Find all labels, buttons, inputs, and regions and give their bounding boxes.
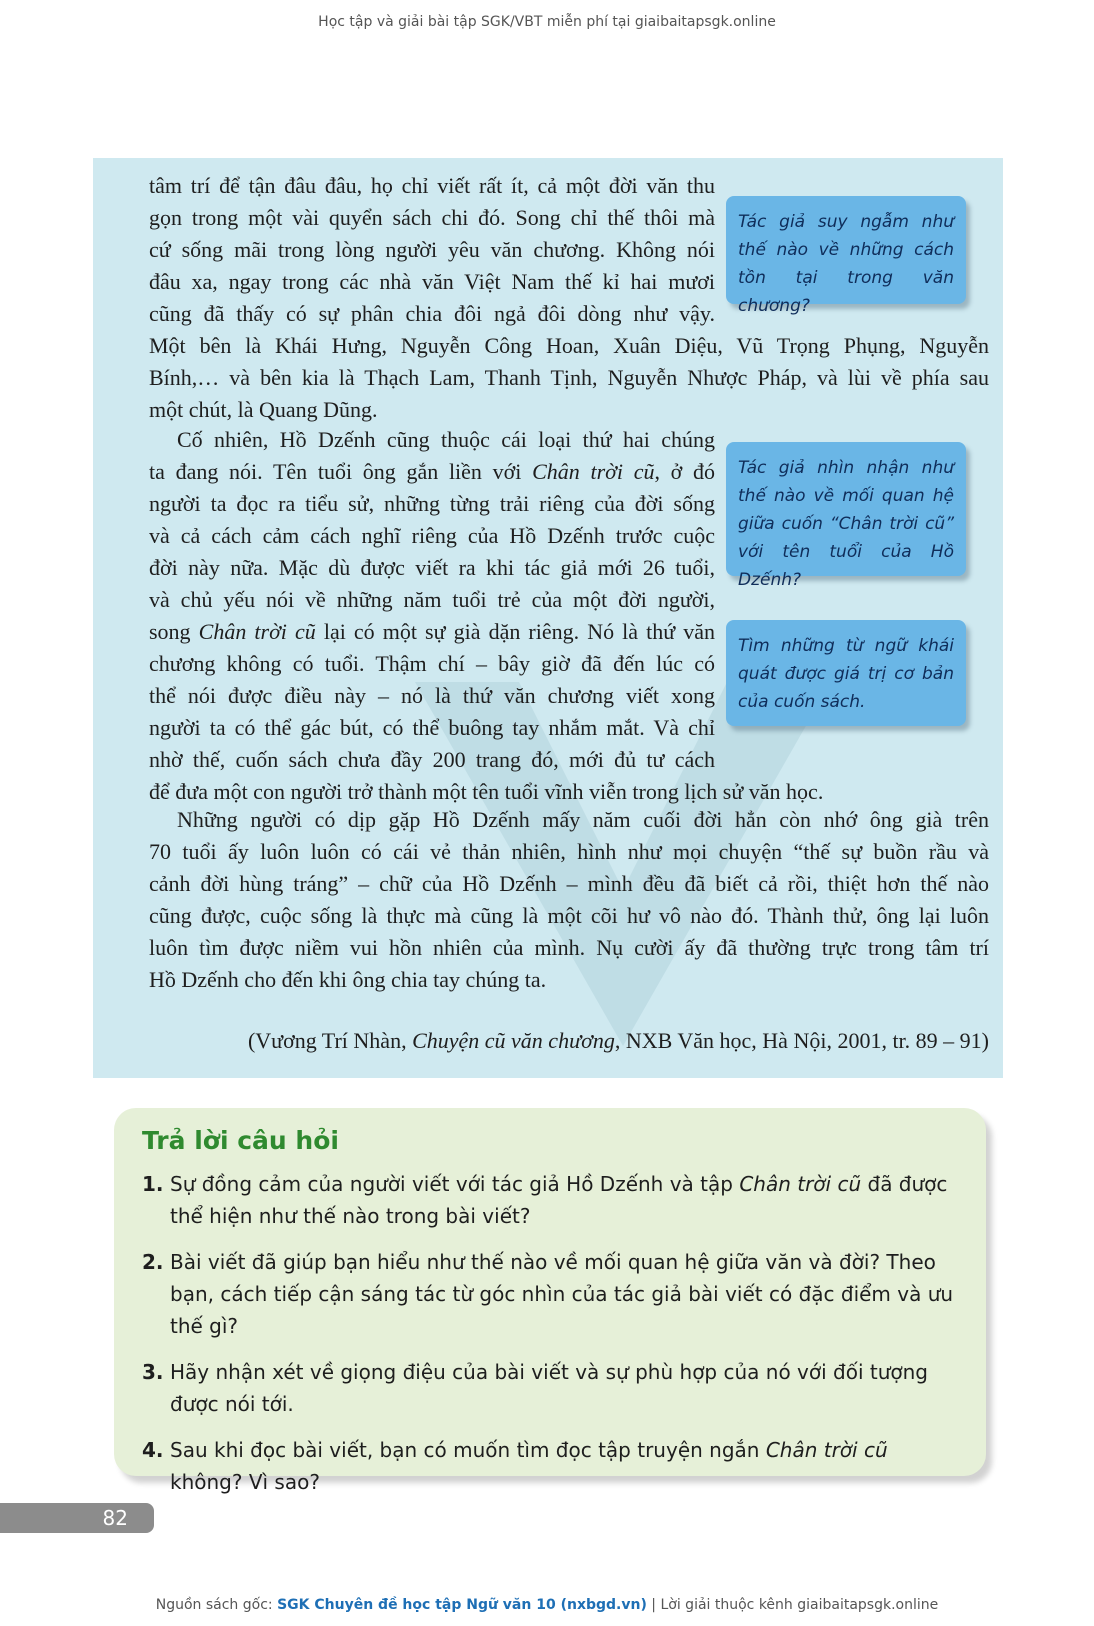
text-line: thể nói được điều này – nó là thứ văn chương viết xong (149, 683, 715, 708)
source-link[interactable]: SGK Chuyên đề học tập Ngữ văn 10 (nxbgd.vn) (277, 1597, 647, 1613)
book-title: Chân trời cũ (765, 1438, 888, 1462)
text-line: người ta đọc ra tiểu sử, những từng trải riêng của đời sống (149, 491, 715, 516)
section-title: Trả lời câu hỏi (142, 1126, 339, 1155)
question-item: 1. Sự đồng cảm của người viết với tác giả Hồ Dzếnh và tập Chân trời cũ đã được thể hiện như thế nào trong bài viết? (142, 1168, 962, 1232)
text-line: ta đang nói. Tên tuổi ông gắn liền với Chân trời cũ, ở đó (149, 459, 716, 484)
question-item: 2. Bài viết đã giúp bạn hiểu như thế nào về mối quan hệ giữa văn và đời? Theo bạn, cách tiếp cận sáng tác từ góc nhìn của tác giả bài viết có đặc điểm và ưu thế gì? (142, 1246, 962, 1342)
text-line: nhờ thế, cuốn sách chưa đầy 200 trang đó, mới đủ tư cách (149, 747, 715, 772)
text-line: Một bên là Khái Hưng, Nguyễn Công Hoan, Xuân Diệu, Vũ Trọng Phụng, Nguyễn (149, 333, 989, 358)
text-line: Những người có dịp gặp Hồ Dzếnh mấy năm cuối đời hẳn còn nhớ ông già trên (177, 807, 989, 832)
book-title: Chân trời cũ (739, 1172, 862, 1196)
text-line: gọn trong một vài quyển sách chi đó. Song chỉ thế thôi mà (149, 205, 715, 230)
page-footer: Nguồn sách gốc: SGK Chuyên đề học tập Ngữ văn 10 (nxbgd.vn) | Lời giải thuộc kênh giaibaitapsgk.online (155, 1597, 939, 1613)
text-line: cũng được, cuộc sống là thực mà cũng là một cõi hư vô nào đó. Thành thử, ông lại luôn (149, 903, 989, 928)
question-number: 3. (142, 1360, 164, 1384)
book-title: Chân trời cũ (198, 619, 316, 644)
answer-questions-box (114, 1108, 986, 1494)
citation: (Vương Trí Nhàn, Chuyện cũ văn chương, NXB Văn học, Hà Nội, 2001, tr. 89 – 91) (247, 1028, 989, 1053)
question-number: 1. (142, 1172, 164, 1196)
text-line: chương không có tuổi. Thậm chí – bây giờ đã đến lúc có (149, 651, 715, 676)
citation-title: Chuyện cũ văn chương (412, 1028, 615, 1053)
text-line: và chủ yếu nói về những năm tuổi trẻ của một đời người, (149, 587, 715, 612)
question-item: 3. Hãy nhận xét về giọng điệu của bài viết và sự phù hợp của nó với đối tượng được nói tới. (142, 1356, 962, 1420)
text-line: Cố nhiên, Hồ Dzếnh cũng thuộc cái loại thứ hai chúng (177, 427, 715, 452)
text-line: cứ sống mãi trong lòng người yêu văn chương. Không nói (149, 237, 715, 262)
question-number: 4. (142, 1438, 164, 1462)
question-list (142, 1168, 962, 1512)
book-title: Chân trời cũ (532, 459, 655, 484)
text-line: tâm trí để tận đâu đâu, họ chỉ viết rất ít, cả một đời văn thu (149, 173, 715, 198)
text-line: Bính,… và bên kia là Thạch Lam, Thanh Tịnh, Nguyễn Nhược Pháp, và lùi về phía sau (149, 365, 989, 390)
text-line: Hồ Dzếnh cho đến khi ông chia tay chúng ta. (149, 967, 547, 992)
text-line: một chút, là Quang Dũng. (149, 397, 378, 422)
text-line: đâu xa, ngay trong các nhà văn Việt Nam thế kỉ hai mươi (149, 269, 715, 294)
text-line: đời này nữa. Mặc dù được viết ra khi tác giả mới 26 tuổi, (149, 555, 715, 580)
page-header: Học tập và giải bài tập SGK/VBT miễn phí tại giaibaitapsgk.online (318, 14, 776, 30)
question-item: 4. Sau khi đọc bài viết, bạn có muốn tìm đọc tập truyện ngắn Chân trời cũ không? Vì sao? (142, 1434, 962, 1498)
text-line: người ta có thể gác bút, có thể buông tay nhắm mắt. Và chỉ (149, 715, 715, 740)
question-number: 2. (142, 1250, 164, 1274)
page-number: 82 (0, 1503, 154, 1533)
text-line: song Chân trời cũ lại có một sự già dặn riêng. Nó là thứ văn (149, 619, 715, 644)
text-line: luôn tìm được niềm vui hồn nhiên của mình. Nụ cười ấy đã thường trực trong tâm trí (149, 935, 989, 960)
side-question-2: Tác giả nhìn nhận như thế nào về mối quan hệ giữa cuốn “Chân trời cũ” với tên tuổi của Hồ Dzếnh? (726, 442, 966, 576)
side-question-1: Tác giả suy ngẫm như thế nào về những cách tồn tại trong văn chương? (726, 196, 966, 304)
reading-passage (93, 158, 1003, 1078)
text-line: cũng đã thấy có sự phân chia đôi ngả đôi dòng như vậy. (149, 301, 715, 326)
text-line: và cả cách cảm cách nghĩ riêng của Hồ Dzếnh trước cuộc (149, 523, 715, 548)
text-line: để đưa một con người trở thành một tên tuổi vĩnh viễn trong lịch sử văn học. (149, 779, 824, 804)
text-line: cảnh đời hùng tráng” – chữ của Hồ Dzếnh – mình đều đã biết cả rồi, thiệt hơn thế nào (149, 871, 989, 896)
paragraph-3 (149, 804, 989, 996)
side-question-3: Tìm những từ ngữ khái quát được giá trị cơ bản của cuốn sách. (726, 620, 966, 726)
text-line: 70 tuổi ấy luôn luôn có cái vẻ thản nhiên, hình như mọi chuyện “thế sự buồn rầu và (149, 839, 989, 864)
